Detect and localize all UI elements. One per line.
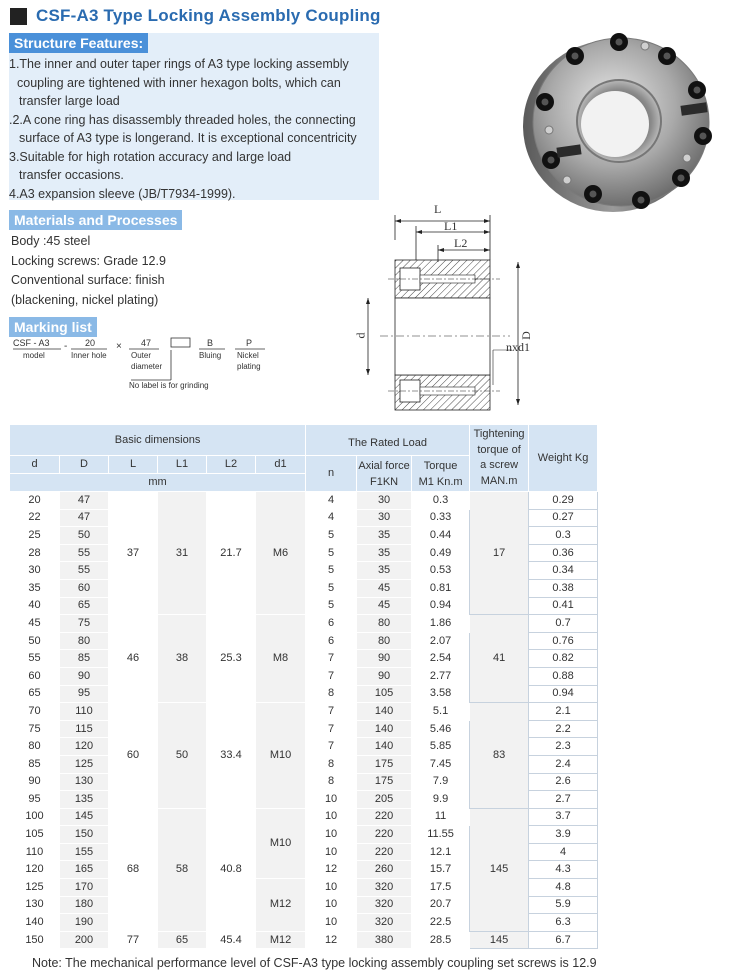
cell-n: 5 xyxy=(306,544,357,562)
marking-outer-caption-2: diameter xyxy=(131,362,163,371)
technical-drawing xyxy=(350,200,540,415)
cell-torque: 17.5 xyxy=(412,879,470,897)
cell-weight: 0.88 xyxy=(529,667,598,685)
header-L1: L1 xyxy=(158,456,207,474)
cell-weight: 2.3 xyxy=(529,738,598,756)
marking-nickel-caption-2: plating xyxy=(237,362,261,371)
materials-label: Materials and Processes xyxy=(9,210,182,230)
cell-d: 125 xyxy=(10,879,60,897)
cell-axial: 260 xyxy=(357,861,412,879)
cell-axial: 30 xyxy=(357,509,412,527)
cell-L1: 65 xyxy=(158,931,207,949)
cell-n: 10 xyxy=(306,879,357,897)
cell-torque: 12.1 xyxy=(412,843,470,861)
cell-L: 60 xyxy=(109,703,158,809)
cell-torque: 15.7 xyxy=(412,861,470,879)
cell-d: 55 xyxy=(10,650,60,668)
header-rated-load xyxy=(306,425,470,456)
cell-d: 120 xyxy=(10,861,60,879)
cell-weight: 0.29 xyxy=(529,492,598,510)
feature-line: 1.The inner and outer taper rings of A3 type locking assembly xyxy=(9,57,349,71)
cell-weight: 0.7 xyxy=(529,615,598,633)
feature-line: transfer occasions. xyxy=(19,168,124,182)
dim-D: D xyxy=(518,331,533,340)
tightening-line: Tightening xyxy=(473,428,525,440)
cell-D: 165 xyxy=(60,861,109,879)
cell-n: 10 xyxy=(306,808,357,826)
feature-line: .2.A cone ring has disassembly threaded holes, the connecting xyxy=(9,112,356,127)
cell-d: 150 xyxy=(10,931,60,949)
cell-torque: 0.53 xyxy=(412,562,470,580)
cell-axial: 35 xyxy=(357,544,412,562)
cell-D: 170 xyxy=(60,879,109,897)
cell-d: 90 xyxy=(10,773,60,791)
cell-D: 90 xyxy=(60,667,109,685)
cell-weight: 3.9 xyxy=(529,826,598,844)
cell-L2: 25.3 xyxy=(207,615,256,703)
table-row xyxy=(10,492,598,510)
cell-L1: 31 xyxy=(158,492,207,615)
cell-weight: 6.7 xyxy=(529,931,598,949)
header-L2: L2 xyxy=(207,456,256,474)
cell-n: 12 xyxy=(306,861,357,879)
cell-axial: 175 xyxy=(357,773,412,791)
cell-weight: 0.34 xyxy=(529,562,598,580)
dim-L2: L2 xyxy=(454,236,468,250)
cell-weight: 4.3 xyxy=(529,861,598,879)
cell-d: 60 xyxy=(10,667,60,685)
marking-outer-value: 47 xyxy=(141,338,152,348)
cell-weight: 5.9 xyxy=(529,896,598,914)
cell-d: 25 xyxy=(10,527,60,545)
cell-D: 85 xyxy=(60,650,109,668)
cell-axial: 380 xyxy=(357,931,412,949)
cell-n: 10 xyxy=(306,791,357,809)
cell-D: 155 xyxy=(60,843,109,861)
cell-torque: 11.55 xyxy=(412,826,470,844)
cell-weight: 2.1 xyxy=(529,703,598,721)
cell-L: 37 xyxy=(109,492,158,615)
cell-tightening: 83 xyxy=(470,703,529,809)
cell-torque: 0.3 xyxy=(412,492,470,510)
cell-n: 5 xyxy=(306,527,357,545)
cell-weight: 4 xyxy=(529,843,598,861)
material-line: Conventional surface: finish xyxy=(11,273,165,287)
cell-weight: 0.38 xyxy=(529,579,598,597)
cell-torque: 5.46 xyxy=(412,720,470,738)
cell-d: 110 xyxy=(10,843,60,861)
cell-n: 5 xyxy=(306,579,357,597)
structure-features-text xyxy=(9,55,357,203)
table-row xyxy=(10,703,598,721)
cell-L: 77 xyxy=(109,931,158,949)
cell-axial: 90 xyxy=(357,650,412,668)
header-axial-force xyxy=(357,456,412,492)
cell-torque: 0.81 xyxy=(412,579,470,597)
cell-D: 125 xyxy=(60,755,109,773)
cell-L1: 38 xyxy=(158,615,207,703)
cell-torque: 2.54 xyxy=(412,650,470,668)
cell-L2: 40.8 xyxy=(207,808,256,931)
specification-body xyxy=(10,492,598,949)
cell-torque: 7.9 xyxy=(412,773,470,791)
cell-D: 180 xyxy=(60,896,109,914)
cell-weight: 0.41 xyxy=(529,597,598,615)
dim-d: d xyxy=(353,332,368,339)
cell-n: 8 xyxy=(306,755,357,773)
cell-d: 22 xyxy=(10,509,60,527)
cell-axial: 30 xyxy=(357,492,412,510)
cell-n: 4 xyxy=(306,509,357,527)
cell-D: 110 xyxy=(60,703,109,721)
cell-n: 10 xyxy=(306,843,357,861)
cell-weight: 4.8 xyxy=(529,879,598,897)
cell-d: 30 xyxy=(10,562,60,580)
cell-torque: 3.58 xyxy=(412,685,470,703)
cell-weight: 0.36 xyxy=(529,544,598,562)
cell-D: 120 xyxy=(60,738,109,756)
cell-axial: 205 xyxy=(357,791,412,809)
table-row xyxy=(10,808,598,826)
marking-model-caption: model xyxy=(23,351,45,360)
feature-line: 4.A3 expansion sleeve (JB/T7934-1999). xyxy=(9,186,236,201)
marking-no-label: No label is for grinding xyxy=(129,381,209,390)
footnote: Note: The mechanical performance level of CSF-A3 type locking assembly coupling set screws is 12.9 xyxy=(32,956,597,970)
cell-L: 68 xyxy=(109,808,158,931)
cell-d: 140 xyxy=(10,914,60,932)
marking-diagram xyxy=(9,336,299,396)
cell-torque: 1.86 xyxy=(412,615,470,633)
table-row xyxy=(10,931,598,949)
cell-L2: 33.4 xyxy=(207,703,256,809)
cell-weight: 2.6 xyxy=(529,773,598,791)
header-weight: Weight Kg xyxy=(529,425,598,492)
cell-D: 150 xyxy=(60,826,109,844)
cell-D: 75 xyxy=(60,615,109,633)
cell-D: 65 xyxy=(60,597,109,615)
cell-D: 130 xyxy=(60,773,109,791)
cell-D: 47 xyxy=(60,509,109,527)
cell-d: 105 xyxy=(10,826,60,844)
cell-torque: 0.49 xyxy=(412,544,470,562)
cell-torque: 2.77 xyxy=(412,667,470,685)
cell-D: 190 xyxy=(60,914,109,932)
cell-torque: 0.94 xyxy=(412,597,470,615)
cell-torque: 28.5 xyxy=(412,931,470,949)
tightening-line: a screw xyxy=(480,459,519,471)
rated-load-text: The Rated Load xyxy=(348,436,428,449)
cell-weight: 2.7 xyxy=(529,791,598,809)
cell-weight: 0.27 xyxy=(529,509,598,527)
cell-torque: 0.44 xyxy=(412,527,470,545)
cell-d: 75 xyxy=(10,720,60,738)
cell-n: 7 xyxy=(306,667,357,685)
header-n: n xyxy=(306,456,357,492)
header-tightening xyxy=(470,425,529,492)
cell-L: 46 xyxy=(109,615,158,703)
structure-features-label: Structure Features: xyxy=(9,33,148,53)
cell-L2: 21.7 xyxy=(207,492,256,615)
cell-d: 95 xyxy=(10,791,60,809)
cell-torque: 7.45 xyxy=(412,755,470,773)
cell-n: 10 xyxy=(306,914,357,932)
cell-d1: M8 xyxy=(256,615,306,703)
cell-D: 145 xyxy=(60,808,109,826)
cell-weight: 6.3 xyxy=(529,914,598,932)
header-torque xyxy=(412,456,470,492)
cell-D: 50 xyxy=(60,527,109,545)
marking-dash: - xyxy=(64,341,68,352)
dim-L: L xyxy=(434,202,442,216)
cell-D: 55 xyxy=(60,562,109,580)
cell-L1: 50 xyxy=(158,703,207,809)
cell-L2: 45.4 xyxy=(207,931,256,949)
cell-d: 65 xyxy=(10,685,60,703)
table-row xyxy=(10,615,598,633)
marking-inner-caption: Inner hole xyxy=(71,351,107,360)
cell-torque: 22.5 xyxy=(412,914,470,932)
cell-axial: 140 xyxy=(357,720,412,738)
tightening-line: torque of xyxy=(477,443,521,456)
cell-tightening: 41 xyxy=(470,615,529,703)
cell-D: 55 xyxy=(60,544,109,562)
cell-n: 5 xyxy=(306,562,357,580)
title-row xyxy=(10,4,381,28)
cell-torque: 5.85 xyxy=(412,738,470,756)
cell-n: 7 xyxy=(306,703,357,721)
cell-n: 7 xyxy=(306,720,357,738)
cell-weight: 0.76 xyxy=(529,632,598,650)
cell-n: 10 xyxy=(306,896,357,914)
cell-d: 70 xyxy=(10,703,60,721)
cell-d1: M6 xyxy=(256,492,306,615)
cell-axial: 35 xyxy=(357,562,412,580)
cell-axial: 320 xyxy=(357,896,412,914)
cell-D: 200 xyxy=(60,931,109,949)
cell-n: 7 xyxy=(306,738,357,756)
specification-table xyxy=(9,424,598,949)
cell-d1: M12 xyxy=(256,931,306,949)
marking-inner-value: 20 xyxy=(85,338,96,348)
cell-axial: 220 xyxy=(357,808,412,826)
cell-d: 35 xyxy=(10,579,60,597)
cell-tightening: 17 xyxy=(470,492,529,615)
cell-torque: 5.1 xyxy=(412,703,470,721)
cell-axial: 320 xyxy=(357,879,412,897)
header-unit-mm: mm xyxy=(10,474,306,492)
torque-line: M1 Kn.m xyxy=(418,475,463,488)
cell-axial: 220 xyxy=(357,826,412,844)
cell-torque: 20.7 xyxy=(412,896,470,914)
cell-axial: 80 xyxy=(357,615,412,633)
axial-line: F1KN xyxy=(370,475,399,488)
material-line: (blackening, nickel plating) xyxy=(11,292,159,307)
cell-n: 12 xyxy=(306,931,357,949)
structure-features-box xyxy=(9,33,379,200)
cell-axial: 175 xyxy=(357,755,412,773)
axial-line: Axial force xyxy=(358,459,410,472)
cell-axial: 45 xyxy=(357,597,412,615)
cell-n: 8 xyxy=(306,773,357,791)
cell-n: 6 xyxy=(306,632,357,650)
cell-tightening: 145 xyxy=(470,931,529,949)
header-D: D xyxy=(60,456,109,474)
materials-text xyxy=(11,232,166,310)
dim-L1: L1 xyxy=(444,219,458,233)
cell-axial: 320 xyxy=(357,914,412,932)
cell-d: 50 xyxy=(10,632,60,650)
cell-n: 5 xyxy=(306,597,357,615)
cell-d: 100 xyxy=(10,808,60,826)
cell-weight: 2.2 xyxy=(529,720,598,738)
cell-D: 95 xyxy=(60,685,109,703)
cell-axial: 45 xyxy=(357,579,412,597)
coupling-photo xyxy=(515,28,730,218)
cell-weight: 0.94 xyxy=(529,685,598,703)
marking-bluing-value: B xyxy=(207,338,214,348)
feature-line: surface of A3 type is longerand. It is exceptional concentricity xyxy=(19,131,357,145)
cell-n: 6 xyxy=(306,615,357,633)
marking-nickel-value: P xyxy=(246,338,253,348)
cell-n: 10 xyxy=(306,826,357,844)
page-title: CSF-A3 Type Locking Assembly Coupling xyxy=(36,6,381,25)
cell-n: 7 xyxy=(306,650,357,668)
coupling-ring-illustration xyxy=(515,28,730,218)
cell-D: 47 xyxy=(60,492,109,510)
cell-axial: 105 xyxy=(357,685,412,703)
cell-axial: 80 xyxy=(357,632,412,650)
cell-weight: 3.7 xyxy=(529,808,598,826)
marking-outer-caption-1: Outer xyxy=(131,351,152,360)
cell-weight: 0.3 xyxy=(529,527,598,545)
cell-d: 85 xyxy=(10,755,60,773)
cell-D: 60 xyxy=(60,579,109,597)
cell-axial: 140 xyxy=(357,738,412,756)
cell-d: 20 xyxy=(10,492,60,510)
cell-n: 8 xyxy=(306,685,357,703)
cell-axial: 90 xyxy=(357,667,412,685)
cell-D: 115 xyxy=(60,720,109,738)
cell-torque: 0.33 xyxy=(412,509,470,527)
tightening-line: MAN.m xyxy=(480,474,518,487)
feature-line: transfer large load xyxy=(19,94,120,108)
cell-d1: M12 xyxy=(256,879,306,932)
cell-d: 28 xyxy=(10,544,60,562)
cell-weight: 0.82 xyxy=(529,650,598,668)
marking-list-label: Marking list xyxy=(9,317,97,337)
cell-weight: 2.4 xyxy=(529,755,598,773)
header-basic-dimensions: Basic dimensions xyxy=(10,425,306,456)
cell-d: 40 xyxy=(10,597,60,615)
feature-line: coupling are tightened with inner hexagon bolts, which can xyxy=(17,75,341,90)
dim-nxd1: nxd1 xyxy=(506,340,530,354)
cell-d: 45 xyxy=(10,615,60,633)
marking-model-code: CSF - A3 xyxy=(13,338,50,348)
cell-axial: 140 xyxy=(357,703,412,721)
title-square-icon xyxy=(10,8,27,25)
cell-torque: 9.9 xyxy=(412,791,470,809)
header-d1: d1 xyxy=(256,456,306,474)
material-line: Body :45 steel xyxy=(11,234,91,248)
cell-L1: 58 xyxy=(158,808,207,931)
cell-d1: M10 xyxy=(256,808,306,878)
cell-axial: 220 xyxy=(357,843,412,861)
marking-times: × xyxy=(116,341,122,352)
cell-n: 4 xyxy=(306,492,357,510)
header-L: L xyxy=(109,456,158,474)
feature-line: 3.Suitable for high rotation accuracy and large load xyxy=(9,149,292,164)
cell-torque: 2.07 xyxy=(412,632,470,650)
cell-tightening: 145 xyxy=(470,808,529,931)
cell-D: 135 xyxy=(60,791,109,809)
cell-axial: 35 xyxy=(357,527,412,545)
marking-nickel-caption-1: Nickel xyxy=(237,351,259,360)
torque-line: Torque xyxy=(423,459,458,472)
cell-d: 130 xyxy=(10,896,60,914)
cell-d1: M10 xyxy=(256,703,306,809)
cell-d: 80 xyxy=(10,738,60,756)
cell-D: 80 xyxy=(60,632,109,650)
cell-torque: 11 xyxy=(412,808,470,826)
material-line: Locking screws: Grade 12.9 xyxy=(11,253,166,268)
header-d: d xyxy=(10,456,60,474)
marking-bluing-caption: Bluing xyxy=(199,351,222,360)
